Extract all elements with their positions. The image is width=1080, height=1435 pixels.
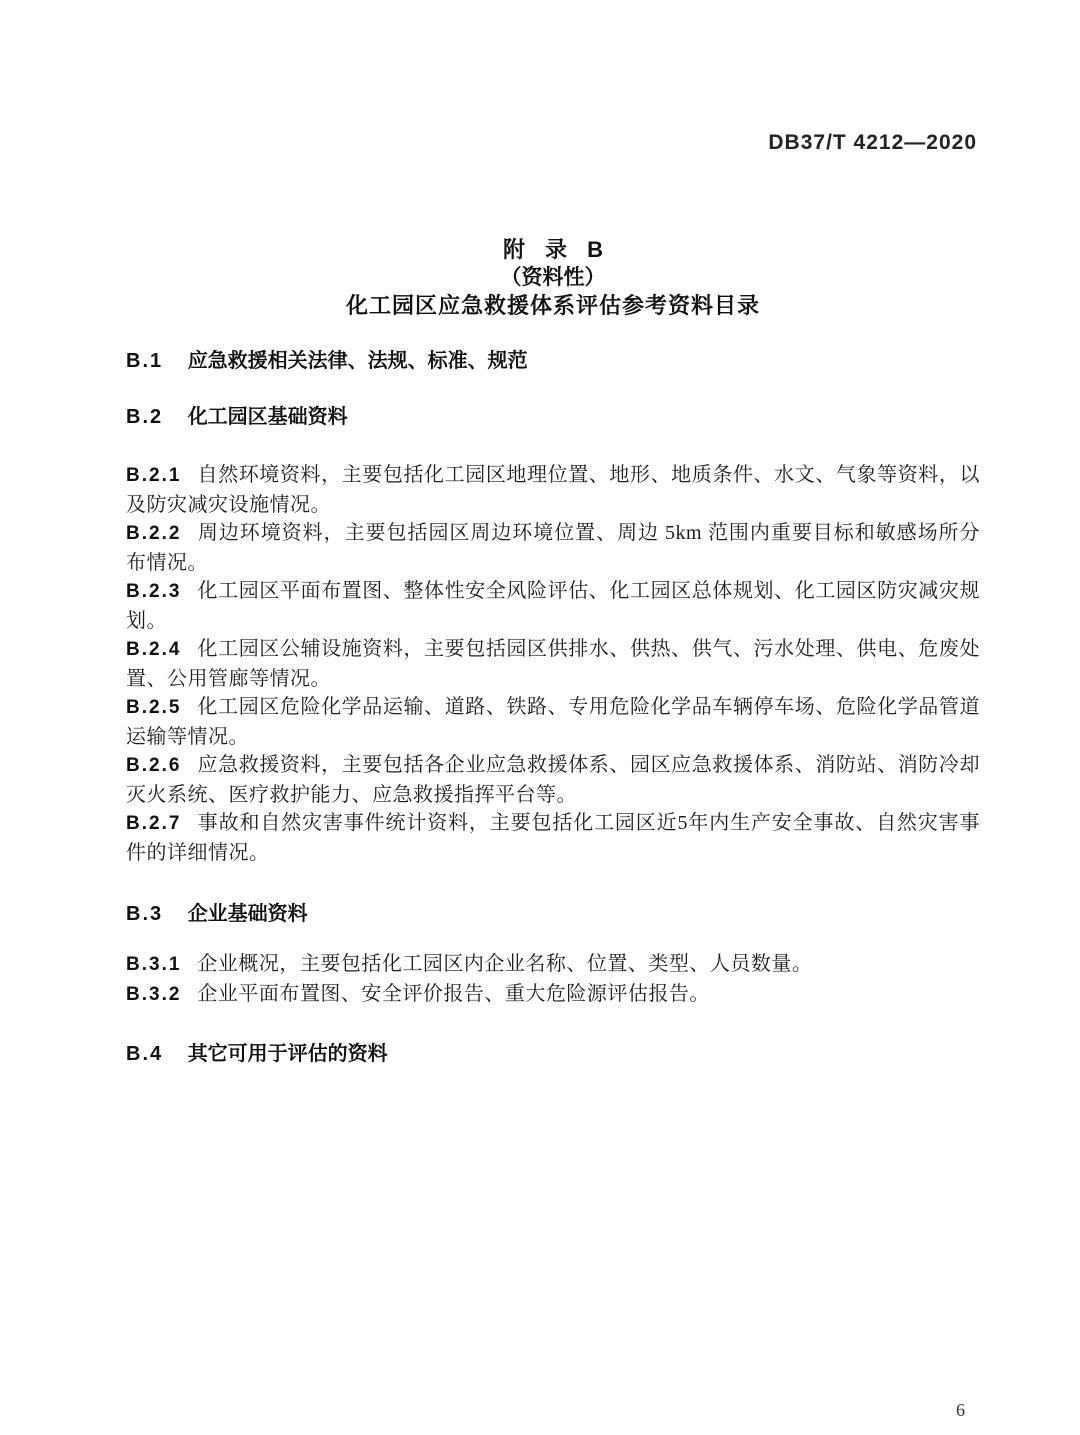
section-b2-clauses	[126, 461, 980, 867]
clause-text: 化工园区平面布置图、整体性安全风险评估、化工园区总体规划、化工园区防灾减灾规划。	[126, 580, 980, 632]
clause-b2-6	[126, 751, 980, 809]
clause-number: B.2.1	[126, 465, 182, 486]
section-title-b4: 其它可用于评估的资料	[187, 1043, 388, 1065]
clause-text: 企业平面布置图、安全评价报告、重大危险源评估报告。	[197, 982, 710, 1005]
clause-b3-2	[126, 980, 980, 1010]
page-number: 6	[956, 1400, 965, 1420]
clause-text: 自然环境资料，主要包括化工园区地理位置、地形、地质条件、水文、气象等资料，以及防灾减灾设施情况。	[126, 464, 980, 516]
clause-number: B.3.2	[126, 983, 182, 1005]
clause-b2-1	[126, 461, 980, 519]
clause-b3-1	[126, 950, 980, 980]
clause-text: 应急救援资料，主要包括各企业应急救援体系、园区应急救援体系、消防站、消防冷却灭火系统、医疗救护能力、应急救援指挥平台等。	[126, 754, 980, 806]
doc-standard-number: DB37/T 4212—2020	[768, 131, 977, 154]
section-b3-clauses	[126, 950, 980, 1009]
clause-b2-4	[126, 635, 980, 693]
clause-number: B.2.7	[126, 813, 182, 834]
section-number-b4: B.4	[126, 1043, 164, 1065]
clause-b2-3	[126, 577, 980, 635]
clause-number: B.2.4	[126, 639, 182, 660]
clause-text: 事故和自然灾害事件统计资料，主要包括化工园区近5年内生产安全事故、自然灾害事件的详细情况。	[126, 812, 980, 864]
section-heading-b3	[126, 901, 980, 927]
clause-text: 化工园区危险化学品运输、道路、铁路、专用危险化学品车辆停车场、危险化学品管道运输等情况。	[126, 696, 980, 748]
appendix-subtitle: 化工园区应急救援体系评估参考资料目录	[345, 293, 760, 318]
clause-number: B.2.2	[126, 523, 182, 544]
section-title-b3: 企业基础资料	[187, 903, 308, 925]
section-number-b1: B.1	[126, 350, 164, 372]
section-number-b3: B.3	[126, 903, 164, 925]
clause-number: B.2.3	[126, 581, 182, 602]
appendix-title-block	[126, 0, 980, 320]
clause-b2-7	[126, 809, 980, 867]
section-title-b2: 化工园区基础资料	[187, 406, 348, 428]
clause-number: B.2.6	[126, 755, 182, 776]
clause-text: 化工园区公辅设施资料，主要包括园区供排水、供热、供气、污水处理、供电、危废处置、公用管廊等情况。	[126, 638, 980, 690]
clause-b2-5	[126, 693, 980, 751]
clause-number: B.3.1	[126, 954, 182, 975]
clause-text: 周边环境资料，主要包括园区周边环境位置、周边 5km 范围内重要目标和敏感场所分布情况。	[126, 522, 980, 574]
clause-number: B.2.5	[126, 697, 182, 718]
section-title-b1: 应急救援相关法律、法规、标准、规范	[187, 350, 528, 372]
clause-b2-2	[126, 519, 980, 577]
section-number-b2: B.2	[126, 406, 164, 428]
section-heading-b2	[126, 404, 980, 430]
section-heading-b4	[126, 1041, 980, 1067]
section-heading-b1	[126, 348, 980, 374]
appendix-type-note: （资料性）	[500, 266, 606, 289]
appendix-title: 附 录 B	[502, 237, 604, 262]
clause-text: 企业概况，主要包括化工园区内企业名称、位置、类型、人员数量。	[197, 953, 813, 975]
